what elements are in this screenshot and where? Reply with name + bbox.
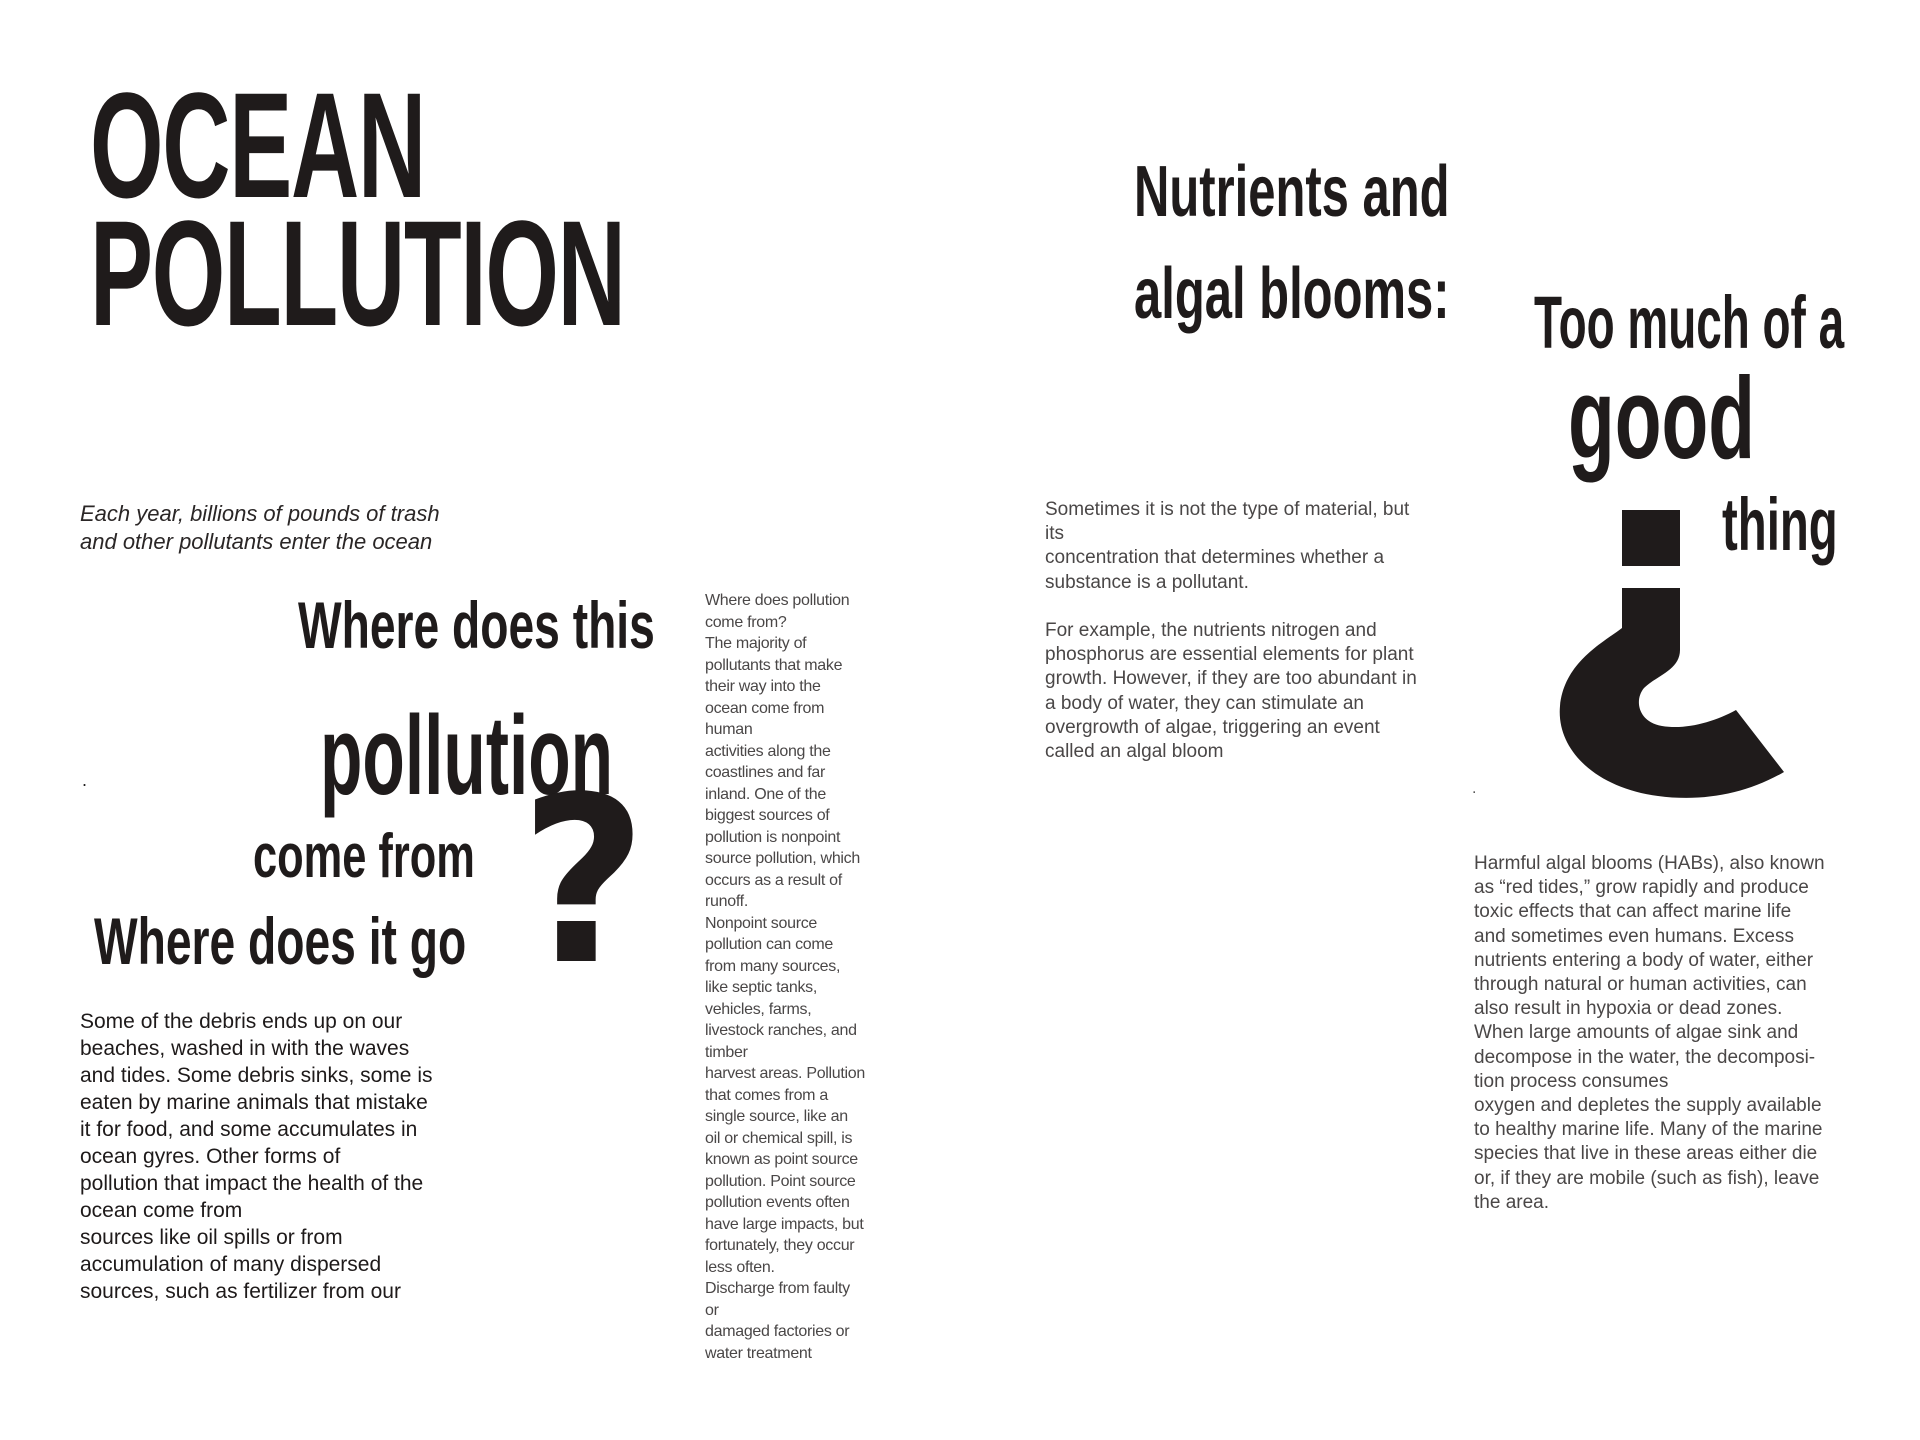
- subheading-good: good: [1568, 353, 1756, 483]
- heading-algal-blooms: algal blooms:: [1134, 254, 1450, 334]
- question-line-pollution: pollution: [320, 693, 614, 818]
- inverted-question-mark-graphic: [1546, 510, 1786, 800]
- subheading-too-much-of-a: Too much of a: [1534, 281, 1845, 364]
- title-pollution: POLLUTION: [90, 189, 625, 357]
- question-line-where-does-this: Where does this: [298, 588, 655, 662]
- title-ocean: OCEAN: [90, 61, 425, 229]
- stray-dot-left: .: [82, 770, 88, 790]
- concentration-paragraph: Sometimes it is not the type of material, but its concentration that determines whether a substance is a pollutant. For example, the nutrients nitrogen and phosphorus are essential elements for plant growth. However, if they are too abundant in a body of water, they can stimulate an overgrowth of algae, triggering an event called an algal bloom: [1045, 499, 1417, 763]
- question-mark-glyph: ?: [520, 749, 647, 1016]
- heading-nutrients-and: Nutrients and: [1134, 152, 1450, 232]
- question-line-where-does-it-go: Where does it go: [94, 904, 467, 978]
- stray-dot-right: .: [1472, 780, 1477, 797]
- question-line-come-from: come from: [253, 822, 475, 891]
- side-column-text: Where does pollution come from? The majority of pollutants that make their way into the ocean come from human activities along the coastlines and far inland. One of the biggest sources of pollution is nonpoint source pollution, which occurs as a result of runoff. Nonpoint source pollution can come from many sources, like septic tanks, vehicles, farms, livestock ranches, and timber harvest areas. Pollution that comes from a single source, like an oil or chemical spill, is known as point source pollution. Point source pollution events often have large impacts, but fortunately, they occur less often. Discharge from faulty or damaged factories or water treatment: [705, 592, 866, 1362]
- intro-text: Each year, billions of pounds of trash and other pollutants enter the ocean: [80, 501, 440, 554]
- habs-paragraph: Harmful algal blooms (HABs), also known as “red tides,” grow rapidly and produce toxic effects that can affect marine life and sometimes even humans. Excess nutrients entering a body of water, either through natural or human activities, can also result in hypoxia or dead zones. When large amounts of algae sink and decompose in the water, the decomposi- tion process consumes oxygen and depletes the supply available to healthy marine life. Many of the marine species that live in these areas either die or, if they are mobile (such as fish), leave the area.: [1474, 853, 1825, 1213]
- debris-paragraph: Some of the debris ends up on our beaches, washed in with the waves and tides. Some debris sinks, some is eaten by marine animals that mistake it for food, and some accumulates in ocean gyres. Other forms of pollution that impact the health of the ocean come from sources like oil spills or from accumulation of many dispersed sources, such as fertilizer from our: [80, 1010, 433, 1303]
- subheading-thing: thing: [1722, 483, 1838, 566]
